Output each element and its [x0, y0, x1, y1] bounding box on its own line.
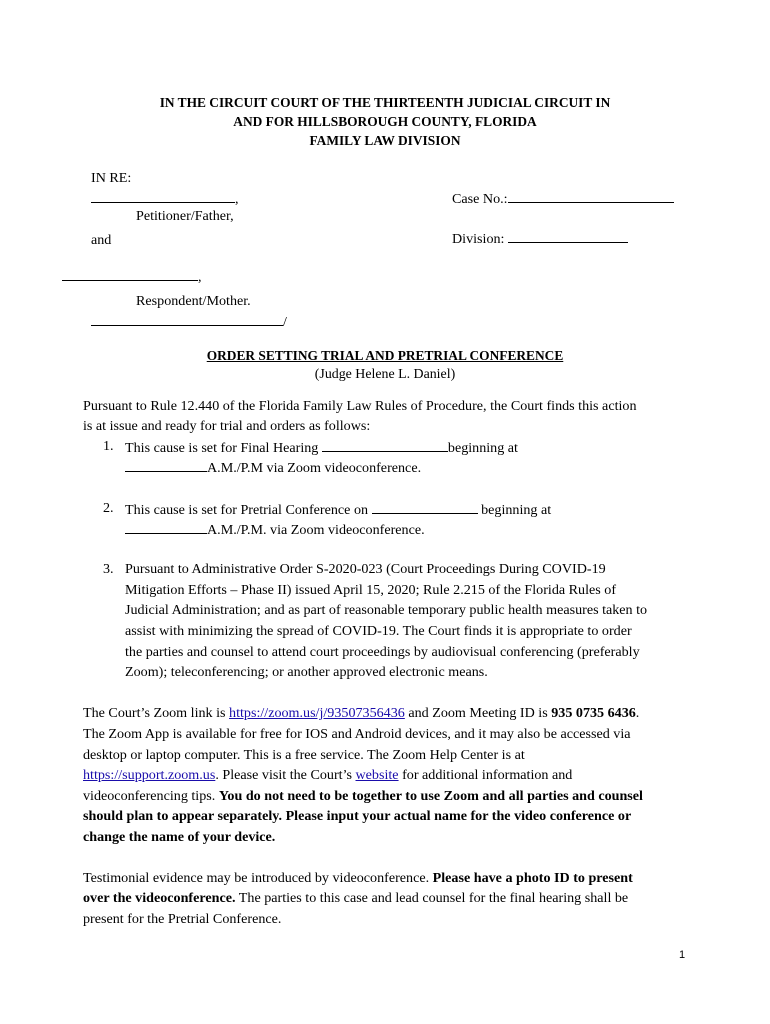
- final-hearing-date-blank: [322, 438, 448, 452]
- testimonial-line-1: Testimonial evidence may be introduced by videoconference. Please have a photo ID to present: [83, 870, 633, 886]
- item-2-number: 2.: [103, 500, 114, 516]
- caption-closing-line: /: [91, 312, 287, 331]
- item-3-line-2: Mitigation Efforts – Phase II) issued April 15, 2020; Rule 2.215 of the Florida Rules of: [125, 582, 617, 598]
- court-header-line-2: AND FOR HILLSBOROUGH COUNTY, FLORIDA: [233, 114, 537, 129]
- court-header-line-3: FAMILY LAW DIVISION: [309, 133, 461, 148]
- item-2-line-2: A.M./P.M. via Zoom videoconference.: [125, 520, 425, 539]
- item-1-line-1: This cause is set for Final Hearing beginning at: [125, 440, 518, 456]
- item-2-line-1: This cause is set for Pretrial Conference on beginning at: [125, 502, 552, 518]
- zoom-line-5: videoconferencing tips. You do not need to be together to use Zoom and all parties and counsel: [83, 788, 643, 804]
- respondent-label: Respondent/Mother.: [136, 293, 251, 309]
- zoom-line-2: The Zoom App is available for free for IOS and Android devices, and it may also be accessed via: [83, 726, 631, 742]
- item-3-number: 3.: [103, 561, 114, 577]
- court-website-link[interactable]: website: [355, 767, 399, 783]
- division-blank: [508, 229, 628, 243]
- petitioner-name-line: ,: [91, 189, 239, 208]
- pretrial-date-blank: [372, 500, 478, 514]
- pretrial-time-blank: [125, 520, 207, 534]
- item-3-line-4: assist with minimizing the spread of COVID-19. The Court finds it is appropriate to order: [125, 623, 632, 639]
- zoom-meeting-id: 935 0735 6436: [551, 705, 636, 721]
- item-3-line-6: Zoom); teleconferencing; or another approved electronic means.: [125, 664, 488, 680]
- item-3-line-3: Judicial Administration; and as part of reasonable temporary public health measures taken to: [125, 602, 648, 618]
- item-3-line-5: the parties and counsel to attend court proceedings by audiovisual conferencing (preferably: [125, 644, 640, 660]
- zoom-meeting-link[interactable]: https://zoom.us/j/93507356436: [229, 705, 405, 721]
- zoom-line-7: change the name of your device.: [83, 829, 276, 845]
- court-header-line-1: IN THE CIRCUIT COURT OF THE THIRTEENTH JUDICIAL CIRCUIT IN: [159, 95, 611, 110]
- testimonial-line-2: over the videoconference. The parties to this case and lead counsel for the final hearing shall be: [83, 890, 629, 906]
- intro-line-1: Pursuant to Rule 12.440 of the Florida Family Law Rules of Procedure, the Court finds this action: [83, 398, 637, 414]
- item-1-number: 1.: [103, 438, 114, 454]
- final-hearing-time-blank: [125, 458, 207, 472]
- zoom-help-center-link[interactable]: https://support.zoom.us: [83, 767, 216, 783]
- zoom-line-4: https://support.zoom.us. Please visit the Court’s website for additional information and: [83, 767, 573, 783]
- zoom-line-3: desktop or laptop computer. This is a free service. The Zoom Help Center is at: [83, 747, 525, 763]
- item-1-line-2: A.M./P.M via Zoom videoconference.: [125, 458, 421, 477]
- order-title: ORDER SETTING TRIAL AND PRETRIAL CONFERENCE: [206, 348, 564, 363]
- petitioner-label: Petitioner/Father,: [136, 208, 234, 224]
- and-label: and: [91, 232, 112, 248]
- intro-line-2: is at issue and ready for trial and orders as follows:: [83, 418, 371, 434]
- respondent-blank: [62, 267, 198, 281]
- page-number: 1: [679, 949, 686, 961]
- in-re-label: IN RE:: [91, 170, 132, 186]
- division-field: Division:: [452, 229, 628, 248]
- item-3-line-1: Pursuant to Administrative Order S-2020-023 (Court Proceedings During COVID-19: [125, 561, 606, 577]
- case-number-field: Case No.:: [452, 189, 674, 208]
- judge-name: (Judge Helene L. Daniel): [314, 367, 456, 382]
- testimonial-line-3: present for the Pretrial Conference.: [83, 911, 282, 927]
- case-number-blank: [508, 189, 674, 203]
- caption-closing-blank: [91, 312, 283, 326]
- zoom-line-6: should plan to appear separately. Please input your actual name for the video conference or: [83, 808, 632, 824]
- zoom-line-1: The Court’s Zoom link is https://zoom.us/j/93507356436 and Zoom Meeting ID is 935 0735 6436.: [83, 705, 640, 721]
- respondent-name-line: ,: [62, 267, 202, 286]
- petitioner-blank: [91, 189, 235, 203]
